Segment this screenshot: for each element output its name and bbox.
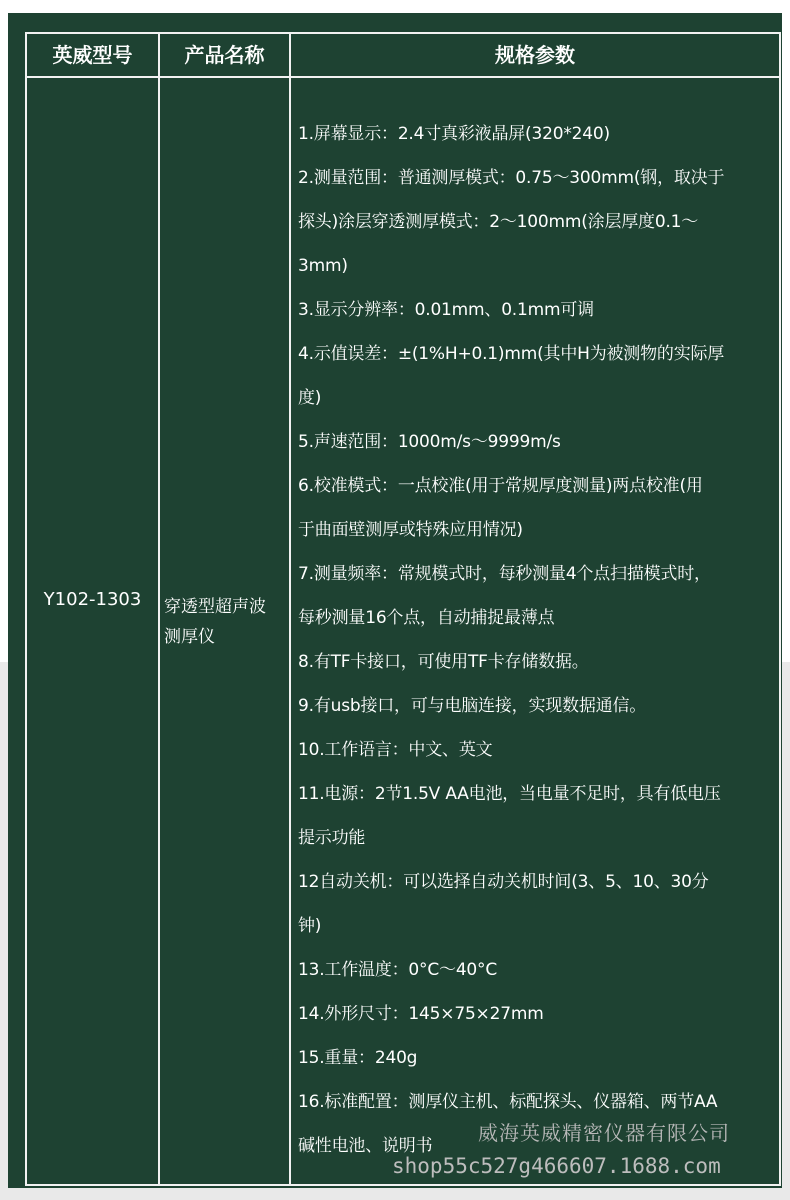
spec-line: 11.电源：2节1.5V AA电池，当电量不足时，具有低电压: [298, 784, 721, 804]
spec-line: 1.屏幕显示：2.4寸真彩液晶屏(320*240): [298, 124, 610, 144]
spec-line: 15.重量：240g: [298, 1048, 418, 1068]
spec-line: 钟): [298, 916, 322, 936]
spec-line: 度): [298, 388, 322, 408]
spec-line: 2.测量范围：普通测厚模式：0.75～300mm(钢，取决于: [298, 168, 725, 188]
spec-line: 提示功能: [298, 828, 366, 848]
spec-line: 于曲面壁测厚或特殊应用情况): [298, 520, 523, 540]
specification-list: [298, 112, 778, 1168]
watermark-company: 威海英威精密仪器有限公司: [478, 1121, 730, 1145]
header-product-name: 产品名称: [184, 43, 265, 67]
spec-table: [25, 32, 781, 1186]
spec-line: 6.校准模式：一点校准(用于常规厚度测量)两点校准(用: [298, 476, 703, 496]
spec-line: 4.示值误差：±(1%H+0.1)mm(其中H为被测物的实际厚: [298, 344, 725, 364]
spec-line: 每秒测量16个点，自动捕捉最薄点: [298, 608, 555, 628]
column-divider-2: [289, 34, 291, 1184]
spec-sheet-panel: [8, 13, 782, 1188]
spec-line: 13.工作温度：0°C～40°C: [298, 960, 498, 980]
column-divider-1: [158, 34, 160, 1184]
header-specifications: 规格参数: [495, 43, 575, 67]
product-name-line: 测厚仪: [164, 627, 215, 647]
spec-line: 10.工作语言：中文、英文: [298, 740, 493, 760]
watermark-url: shop55c527g466607.1688.com: [392, 1154, 721, 1178]
spec-line: 3.显示分辨率：0.01mm、0.1mm可调: [298, 300, 594, 320]
header-model: 英威型号: [52, 43, 133, 67]
product-name-line: 穿透型超声波: [164, 597, 266, 617]
spec-line: 16.标准配置：测厚仪主机、标配探头、仪器箱、两节AA: [298, 1092, 718, 1112]
spec-line: 8.有TF卡接口，可使用TF卡存储数据。: [298, 652, 589, 672]
spec-line: 14.外形尺寸：145×75×27mm: [298, 1004, 544, 1024]
spec-line: 3mm): [298, 256, 348, 276]
spec-line: 碱性电池、说明书: [298, 1136, 433, 1156]
product-name: [164, 592, 288, 652]
spec-line: 12自动关机：可以选择自动关机时间(3、5、10、30分: [298, 872, 709, 892]
spec-line: 探头)涂层穿透测厚模式：2～100mm(涂层厚度0.1～: [298, 212, 699, 232]
table-header-row: [27, 34, 779, 78]
model-number: Y102-1303: [43, 589, 142, 610]
spec-line: 9.有usb接口，可与电脑连接，实现数据通信。: [298, 696, 647, 716]
spec-line: 7.测量频率：常规模式时，每秒测量4个点扫描模式时，: [298, 564, 711, 584]
spec-line: 5.声速范围：1000m/s～9999m/s: [298, 432, 561, 452]
